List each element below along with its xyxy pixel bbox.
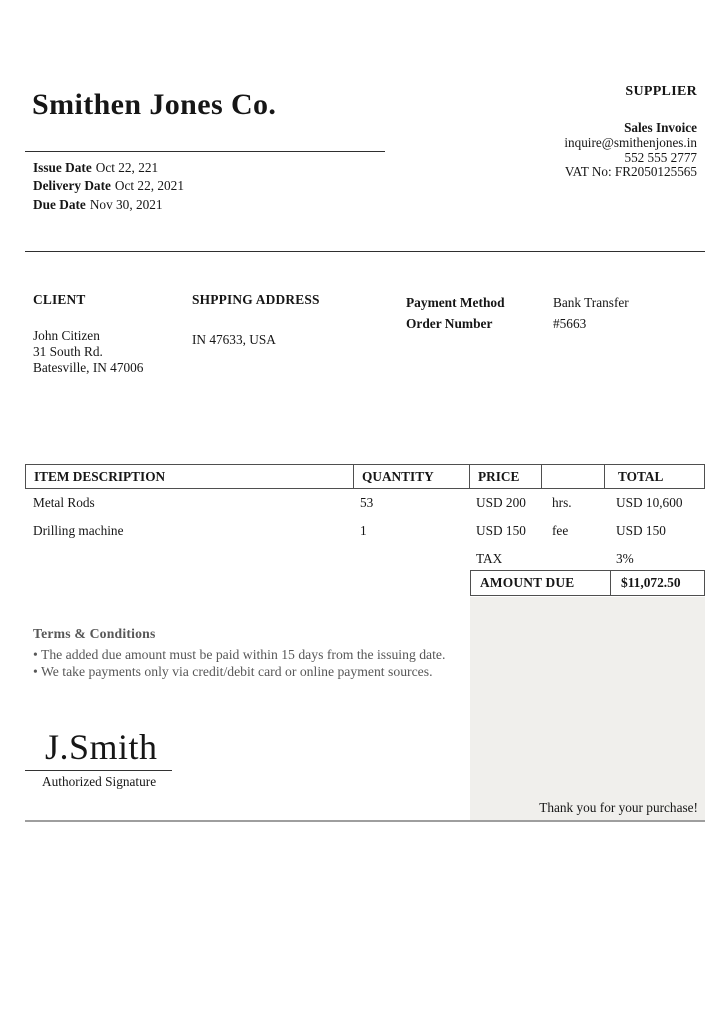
item-quantity: 1 xyxy=(360,523,367,538)
supplier-details xyxy=(564,121,697,180)
client-heading: CLIENT xyxy=(33,292,86,307)
shipping-block xyxy=(192,292,320,348)
client-address-line2: Batesville, IN 47006 xyxy=(33,360,144,376)
tax-row xyxy=(25,551,705,567)
item-description: Metal Rods xyxy=(33,495,95,510)
section-divider xyxy=(25,251,705,252)
summary-panel xyxy=(470,597,705,821)
due-date-label: Due Date xyxy=(33,196,86,212)
order-number-label: Order Number xyxy=(406,316,493,332)
shipping-heading: SHPPING ADDRESS xyxy=(192,292,320,307)
payment-method-label: Payment Method xyxy=(406,295,505,310)
table-header-row xyxy=(25,464,705,489)
amount-due-value: $11,072.50 xyxy=(610,571,704,595)
client-block xyxy=(33,292,143,377)
delivery-date-label: Delivery Date xyxy=(33,178,111,194)
issue-date-value: Oct 22, 221 xyxy=(95,160,159,175)
bottom-divider xyxy=(25,820,705,822)
item-description: Drilling machine xyxy=(33,523,124,538)
table-row xyxy=(25,495,705,511)
item-total: USD 150 xyxy=(616,523,666,538)
client-address-line1: 31 South Rd. xyxy=(33,344,103,360)
dates-block xyxy=(33,159,184,214)
client-name: John Citizen xyxy=(33,328,100,343)
due-date-value: Nov 30, 2021 xyxy=(89,196,163,212)
tax-label: TAX xyxy=(476,551,503,566)
amount-due-label: AMOUNT DUE xyxy=(480,575,575,590)
supplier-heading: SUPPLIER xyxy=(625,84,697,99)
signature-label: Authorized Signature xyxy=(42,774,157,789)
terms-item: • The added due amount must be paid within 15 days from the issuing date. xyxy=(33,647,446,662)
thank-you-note: Thank you for your purchase! xyxy=(539,800,698,815)
order-number-value: #5663 xyxy=(553,316,587,332)
payment-labels xyxy=(406,292,505,335)
header-item-description: ITEM DESCRIPTION xyxy=(34,468,166,484)
client-address xyxy=(33,328,143,377)
payment-values xyxy=(553,292,629,335)
header-total: TOTAL xyxy=(604,465,704,488)
item-total: USD 10,600 xyxy=(616,495,683,510)
item-price: USD 150 xyxy=(476,523,526,538)
item-price: USD 200 xyxy=(476,495,526,510)
item-unit: hrs. xyxy=(552,495,572,510)
amount-due-box xyxy=(470,570,705,596)
supplier-phone: 552 555 2777 xyxy=(624,149,697,165)
signature-line xyxy=(25,770,172,771)
header-price: PRICE xyxy=(469,465,541,488)
tax-value: 3% xyxy=(616,551,634,566)
terms-item: • We take payments only via credit/debit card or online payment sources. xyxy=(33,664,433,680)
supplier-block xyxy=(564,84,697,180)
shipping-address: IN 47633, USA xyxy=(192,332,276,347)
header-quantity: QUANTITY xyxy=(353,465,469,488)
payment-method-value: Bank Transfer xyxy=(553,295,629,310)
header-divider xyxy=(25,151,385,152)
terms-block xyxy=(33,626,483,681)
delivery-date-value: Oct 22, 2021 xyxy=(114,178,184,194)
header-unit xyxy=(541,465,604,488)
supplier-vat: VAT No: FR2050125565 xyxy=(564,164,697,180)
supplier-email: inquire@smithenjones.in xyxy=(564,134,697,150)
table-row xyxy=(25,523,705,539)
delivery-date-row xyxy=(33,177,184,195)
due-date-row xyxy=(33,196,184,214)
terms-title: Terms & Conditions xyxy=(33,626,156,641)
item-unit: fee xyxy=(552,523,569,538)
item-quantity: 53 xyxy=(360,495,374,510)
company-name: Smithen Jones Co. xyxy=(32,88,277,121)
issue-date-label: Issue Date xyxy=(33,160,92,175)
issue-date-row xyxy=(33,159,184,177)
invoice-type: Sales Invoice xyxy=(624,120,697,135)
signature-name: J.Smith xyxy=(45,727,158,767)
